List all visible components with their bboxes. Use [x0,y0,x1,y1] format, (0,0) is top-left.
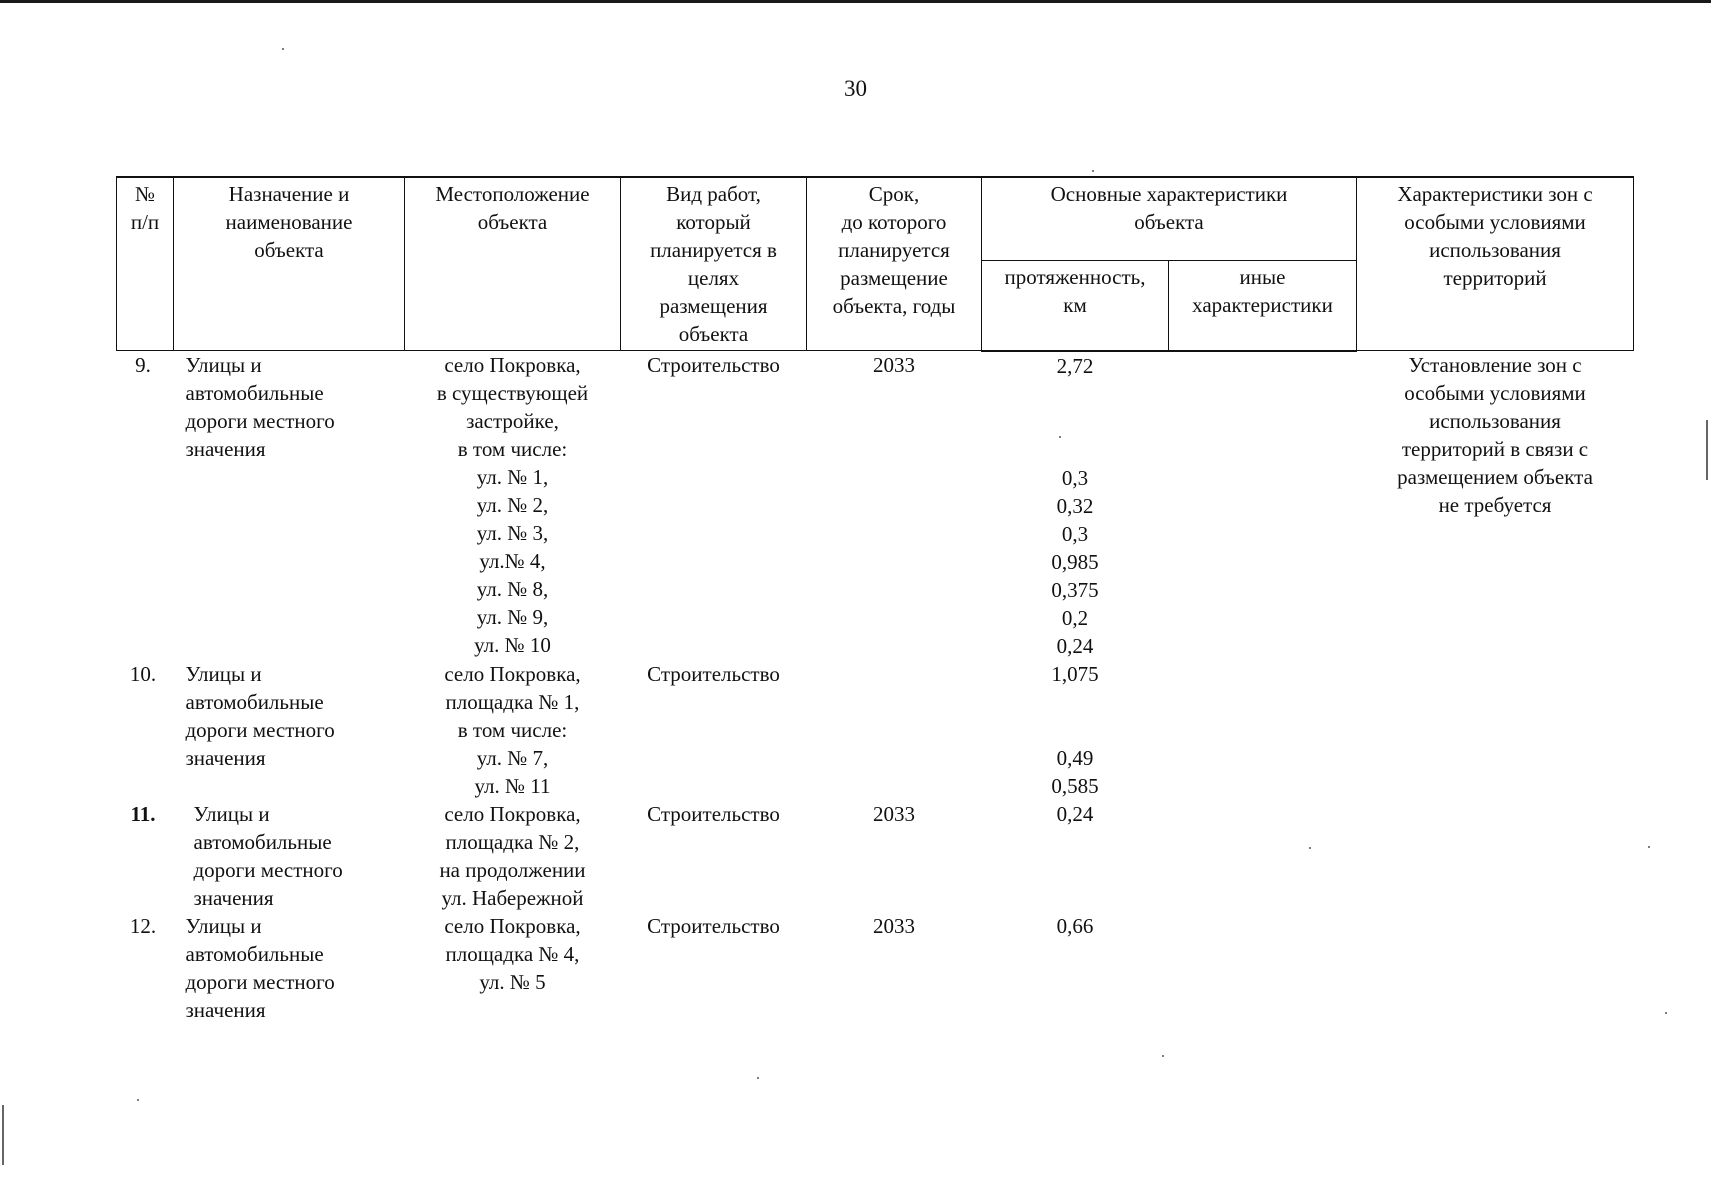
object-name: Улицы и автомобильные дороги местного значения [193,801,343,910]
zone-characteristics: Установление зон с особыми условиями использования территорий в связи с размещением объекта не требуется [1397,353,1593,517]
row-number: 9. [135,353,151,377]
scan-speck [1162,1055,1164,1057]
page-number: 30 [844,76,867,101]
table-row [117,800,1634,912]
work-type: Строительство [647,661,780,686]
deadline-year [807,660,982,800]
object-location: село Покровка, площадка № 4, ул. № 5 [444,913,581,994]
table-row [117,351,1634,660]
scan-speck [1092,170,1094,172]
row-number: 11. [130,801,156,826]
scan-edge-mark [2,1105,4,1165]
zone-characteristics [1357,800,1634,912]
scan-speck [137,1099,139,1101]
header-other: иные характеристики [1169,261,1357,351]
other-characteristics [1169,660,1357,800]
scan-edge-mark [1706,420,1708,480]
length-km: 2,72 0,3 0,32 0,3 0,985 0,375 0,2 0,24 [1051,353,1099,658]
object-location: село Покровка, площадка № 1, в том числе: ул. № 7, ул. № 11 [444,661,581,798]
object-name: Улицы и автомобильные дороги местного значения [185,353,335,461]
work-type: Строительство [647,353,780,377]
header-location: Местоположение объекта [405,177,621,351]
header-zones: Характеристики зон с особыми условиями использования территорий [1357,177,1634,351]
header-deadline: Срок, до которого планируется размещение объекта, годы [807,177,982,351]
header-work-type: Вид работ, который планируется в целях размещения объекта [621,177,807,351]
planned-objects-table [116,176,1634,1024]
length-km: 0,66 [1056,913,1094,938]
row-number: 10. [129,661,157,686]
object-location: село Покровка, в существующей застройке, в том числе: ул. № 1, ул. № 2, ул. № 3, ул.№ 4, ул. № 8, ул. № 9, ул. № 10 [436,353,589,657]
object-location: село Покровка, площадка № 2, на продолжении ул. Набережной [439,801,586,910]
scan-speck [1059,436,1061,438]
object-name: Улицы и автомобильные дороги местного значения [185,913,335,1022]
zone-characteristics [1357,912,1634,1024]
header-number: № п/п [117,177,174,351]
deadline-year: 2033 [873,801,915,826]
table-row [117,660,1634,800]
row-number: 12. [129,913,157,938]
other-characteristics [1169,912,1357,1024]
table-row [117,912,1634,1024]
header-main-characteristics: Основные характеристики объекта [982,177,1357,261]
scan-speck [1309,847,1311,849]
scan-speck [757,1077,759,1079]
work-type: Строительство [647,801,780,826]
scan-speck [1648,846,1650,848]
object-name: Улицы и автомобильные дороги местного значения [185,661,335,770]
scan-speck [282,48,284,50]
top-border-line [0,0,1711,3]
deadline-year: 2033 [873,913,915,938]
work-type: Строительство [647,913,780,938]
table-header [117,177,1634,351]
scan-speck [1665,1012,1667,1014]
deadline-year: 2033 [873,353,915,377]
length-km: 0,24 [1056,801,1094,826]
header-name: Назначение и наименование объекта [174,177,405,351]
other-characteristics [1169,800,1357,912]
header-length: протяженность, км [982,261,1169,351]
zone-characteristics [1357,660,1634,800]
length-km: 1,075 0,49 0,585 [1051,661,1099,798]
other-characteristics [1169,351,1357,660]
